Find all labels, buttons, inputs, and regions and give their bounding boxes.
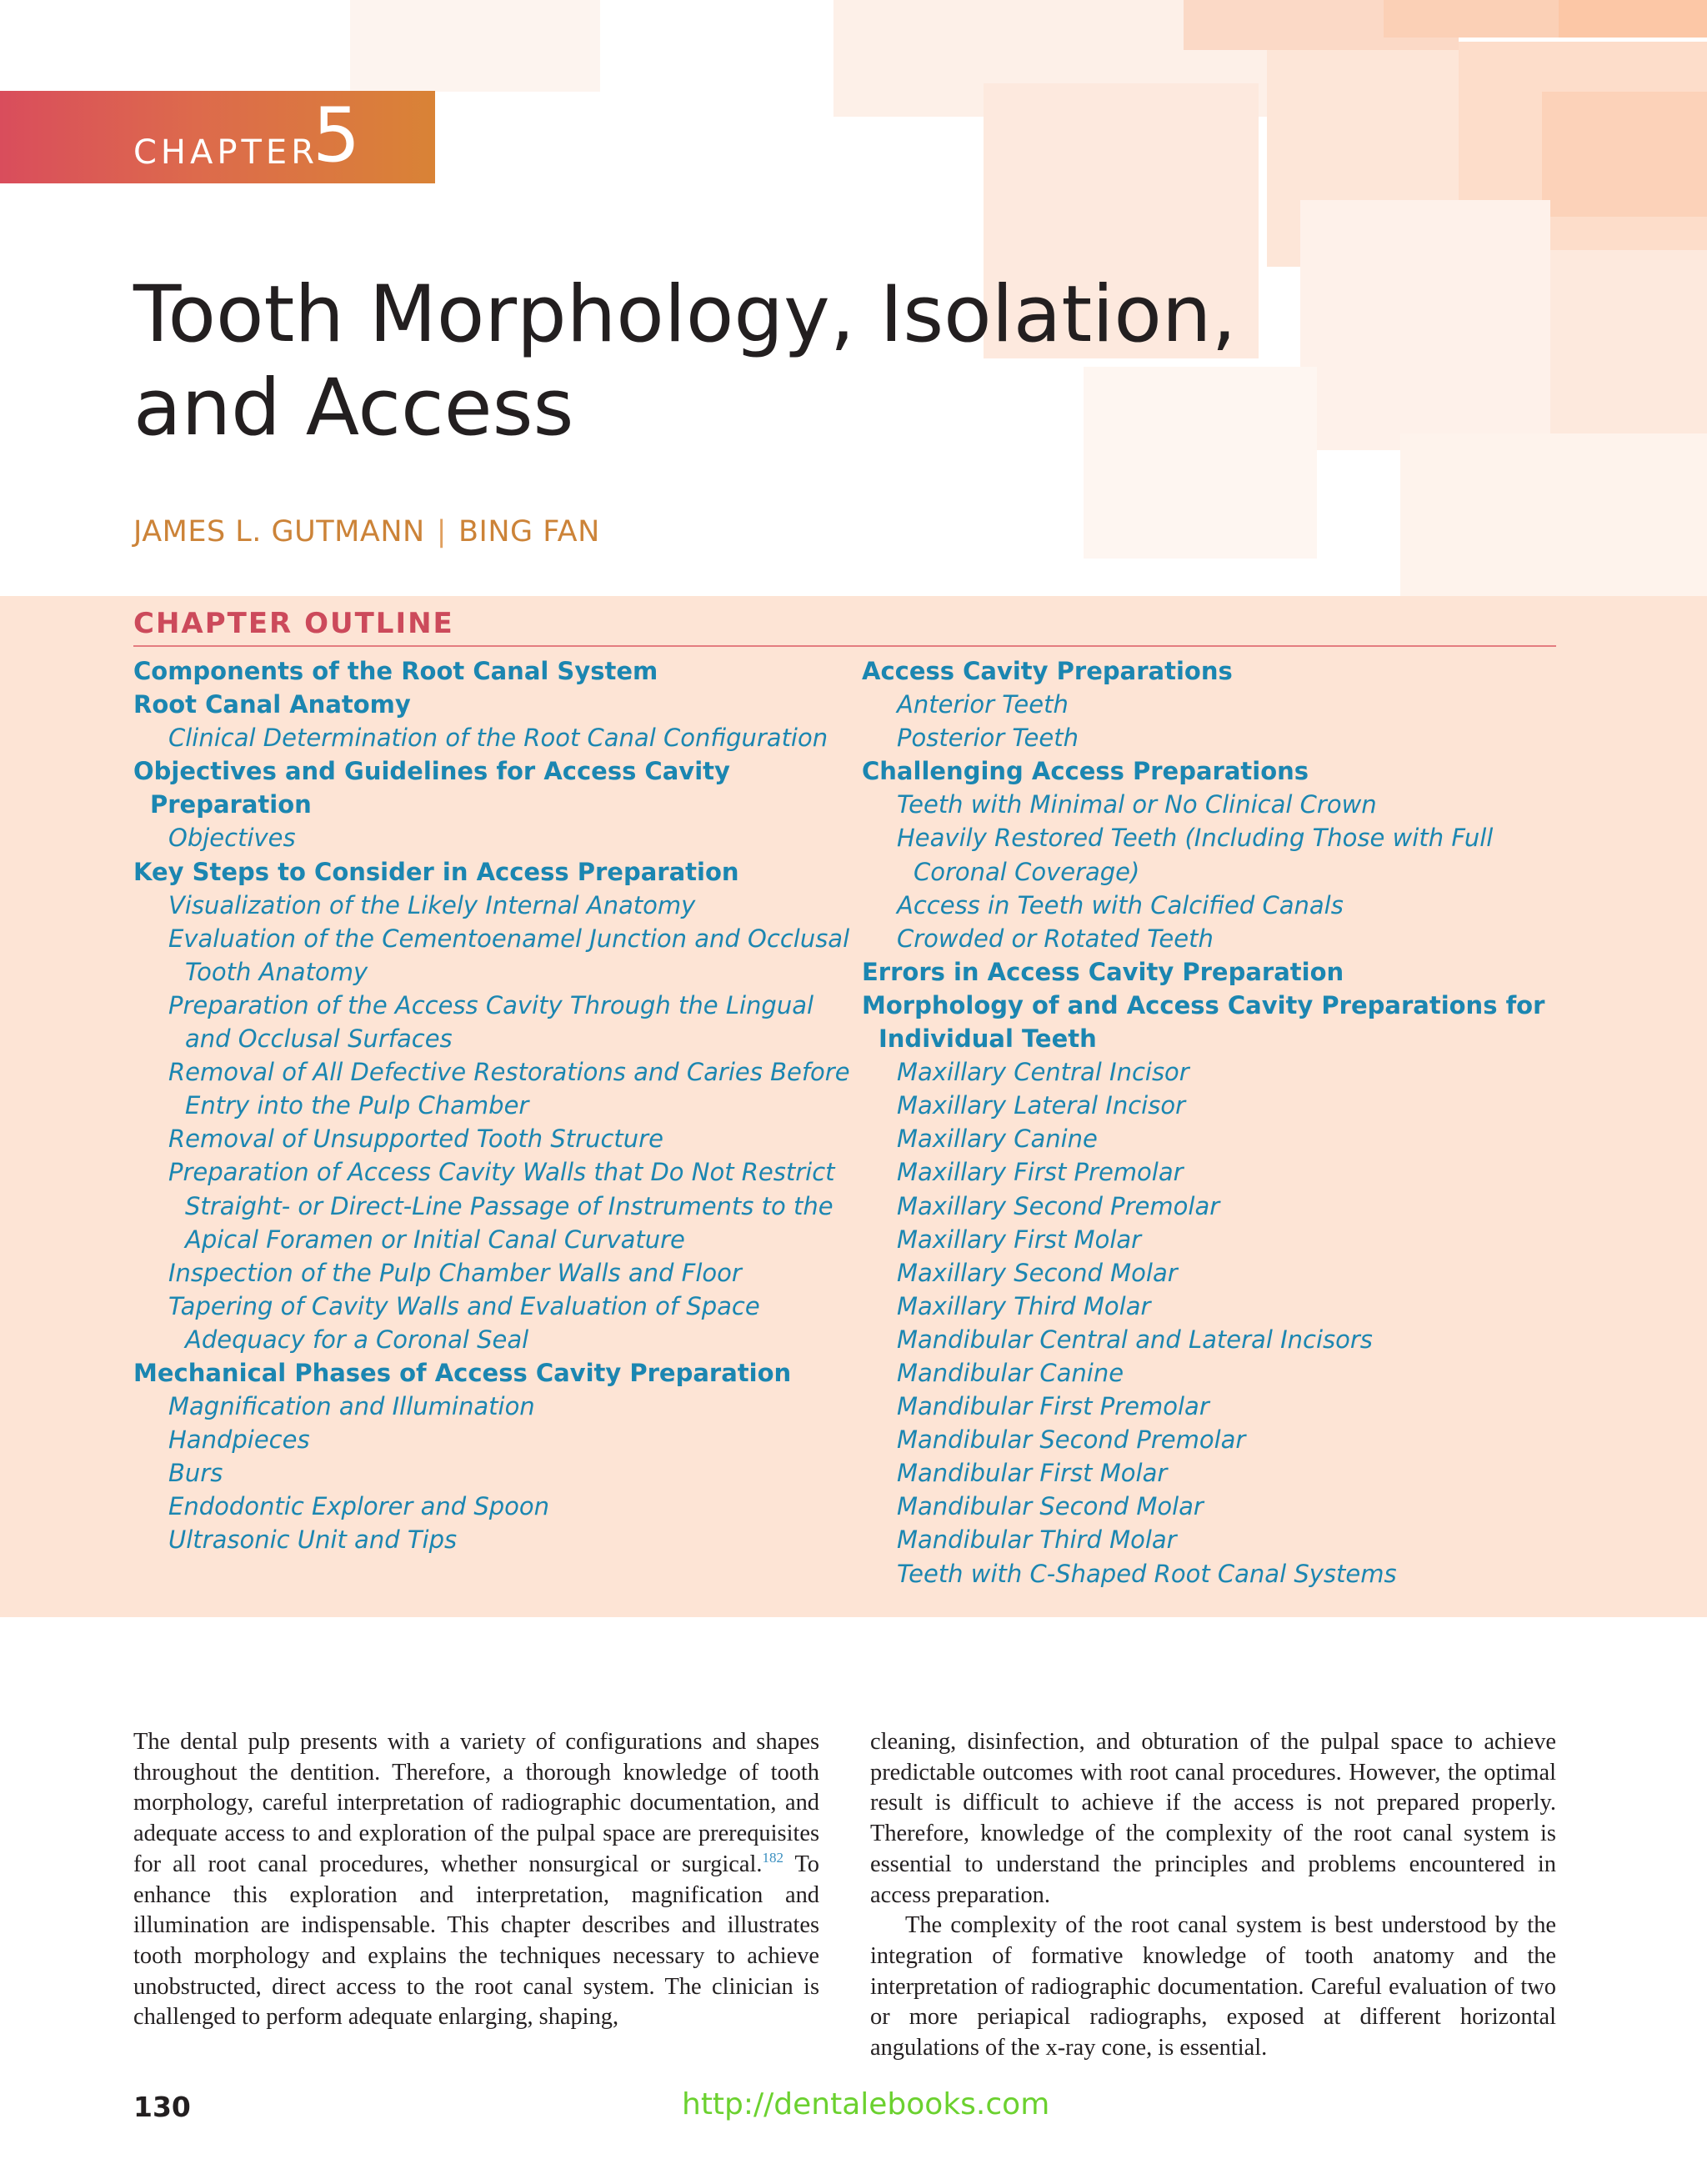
outline-subsection-link[interactable]: Tapering of Cavity Walls and Evaluation of Space Adequacy for a Coronal Seal [168,1291,760,1354]
outline-subsection-link[interactable]: Maxillary Central Incisor [897,1058,1189,1087]
outline-subsection-link[interactable]: Maxillary First Molar [897,1225,1142,1254]
watermark-link[interactable]: http://dentalebooks.com [682,2087,1050,2121]
body-paragraph: cleaning, disinfection, and obturation of the pulpal space to achieve predictable outcomes with root canal procedures. However, the optimal result is difficult to achieve if the access is not prepared properly. Therefore, knowledge of the complexity of the root canal system is essential to understand the principles and problems encountered in access preparation. [870,1729,1556,1908]
outline-subsection-link[interactable]: Teeth with Minimal or No Clinical Crown [897,790,1377,819]
outline-subsection-link[interactable]: Posterior Teeth [897,724,1079,753]
outline-subsection-link[interactable]: Handpieces [168,1425,310,1455]
outline-column-left [133,654,850,1557]
outline-subsection-link[interactable]: Mandibular Canine [897,1358,1124,1387]
chapter-title [133,268,1384,455]
page-number: 130 [133,2091,191,2123]
body-column-left [133,1727,819,2033]
outline-section-link[interactable]: Mechanical Phases of Access Cavity Preparation [133,1358,792,1387]
body-column-right [870,1727,1556,2064]
body-paragraph [133,1727,819,2033]
outline-subsection-link[interactable]: Magnification and Illumination [168,1392,535,1421]
outline-subsection-link[interactable]: Maxillary Lateral Incisor [897,1091,1186,1120]
reference-link[interactable]: 182 [762,1849,783,1866]
outline-subsection-link[interactable]: Visualization of the Likely Internal Anatomy [168,890,696,919]
outline-subsection-link[interactable]: Maxillary Second Premolar [897,1191,1220,1220]
body-paragraph: The complexity of the root canal system is best understood by the integration of formative knowledge of tooth anatomy and the interpretation of radiographic documentation. Careful evaluation of two or more periapical radiographs, exposed at different horizontal angulations of the x-ray cone, is essential. [870,1912,1556,2061]
outline-subsection-link[interactable]: Evaluation of the Cementoenamel Junction and Occlusal Tooth Anatomy [168,924,850,986]
outline-subsection-link[interactable]: Mandibular Second Molar [897,1492,1204,1521]
body-text: The dental pulp presents with a variety of configurations and shapes throughout the dentition. Therefore, a thorough knowledge of tooth morphology, careful interpretation of radiographic documentation, and adequate access to and exploration of the pulpal space are prerequisites for all root canal procedures, whether nonsurgical or surgical. [133,1729,819,1877]
authors [133,515,600,549]
outline-section-link[interactable]: Errors in Access Cavity Preparation [862,957,1344,986]
outline-subsection-link[interactable]: Endodontic Explorer and Spoon [168,1492,550,1521]
outline-section-link[interactable]: Key Steps to Consider in Access Preparation [133,857,739,886]
chapter-outline-heading: CHAPTER OUTLINE [133,607,454,640]
outline-subsection-link[interactable]: Heavily Restored Teeth (Including Those with Full Coronal Coverage) [897,824,1494,886]
outline-subsection-link[interactable]: Preparation of the Access Cavity Through the Lingual and Occlusal Surfaces [168,990,814,1054]
outline-section-link[interactable]: Challenging Access Preparations [862,757,1309,786]
outline-subsection-link[interactable]: Mandibular First Molar [897,1459,1168,1488]
outline-section-link[interactable]: Access Cavity Preparations [862,657,1233,685]
outline-subsection-link[interactable]: Burs [168,1459,223,1488]
outline-section-link[interactable]: Components of the Root Canal System [133,657,658,685]
outline-subsection-link[interactable]: Mandibular First Premolar [897,1392,1209,1421]
outline-subsection-link[interactable]: Crowded or Rotated Teeth [897,924,1214,953]
outline-subsection-link[interactable]: Maxillary Second Molar [897,1258,1178,1287]
outline-subsection-link[interactable]: Maxillary First Premolar [897,1158,1184,1187]
outline-subsection-link[interactable]: Clinical Determination of the Root Canal Configuration [168,724,828,753]
outline-subsection-link[interactable]: Maxillary Third Molar [897,1291,1151,1320]
body-text: To enhance this exploration and interpretation, magnification and illumination are indispensable. This chapter describes and illustrates tooth morphology and explains the techniques necessary to achieve unobstructed, direct access to the root canal system. The clinician is challenged to perform adequate enlarging, shaping, [133,1851,820,2031]
outline-column-right [862,654,1579,1590]
chapter-number: 5 [313,92,361,179]
outline-subsection-link[interactable]: Mandibular Third Molar [897,1525,1177,1555]
outline-subsection-link[interactable]: Mandibular Second Premolar [897,1425,1246,1455]
author-1: JAMES L. GUTMANN [133,515,425,549]
chapter-label: CHAPTER [133,133,318,172]
outline-subsection-link[interactable]: Mandibular Central and Lateral Incisors [897,1325,1373,1354]
chapter-title-line2: and Access [133,363,574,453]
outline-section-link[interactable]: Morphology of and Access Cavity Preparations for Individual Teeth [862,990,1545,1054]
outline-subsection-link[interactable]: Access in Teeth with Calcified Canals [897,890,1344,919]
outline-subsection-link[interactable]: Anterior Teeth [897,690,1069,719]
outline-section-link[interactable]: Root Canal Anatomy [133,690,411,719]
outline-subsection-link[interactable]: Maxillary Canine [897,1125,1098,1154]
outline-divider [133,645,1556,647]
outline-subsection-link[interactable]: Inspection of the Pulp Chamber Walls and Floor [168,1258,742,1287]
outline-subsection-link[interactable]: Ultrasonic Unit and Tips [168,1525,458,1555]
outline-subsection-link[interactable]: Objectives [168,824,296,853]
outline-subsection-link[interactable]: Removal of All Defective Restorations and Caries Before Entry into the Pulp Chamber [168,1058,850,1120]
outline-subsection-link[interactable]: Removal of Unsupported Tooth Structure [168,1125,663,1154]
author-separator: | [436,515,447,549]
outline-subsection-link[interactable]: Preparation of Access Cavity Walls that Do Not Restrict Straight- or Direct-Line Passage of Instruments to the Apical Foramen or Initial Canal Curvature [168,1158,835,1254]
outline-section-link[interactable]: Objectives and Guidelines for Access Cavity Preparation [133,757,730,819]
outline-subsection-link[interactable]: Teeth with C-Shaped Root Canal Systems [897,1559,1397,1588]
chapter-title-line1: Tooth Morphology, Isolation, [133,269,1237,360]
author-2: BING FAN [458,515,600,549]
